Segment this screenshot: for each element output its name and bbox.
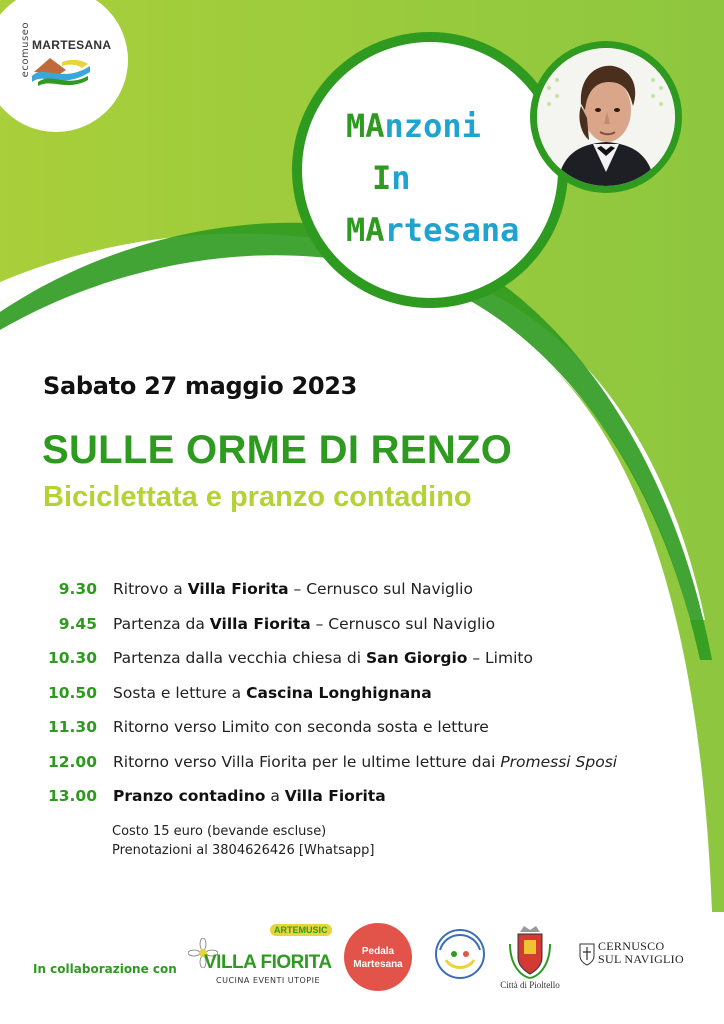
schedule-row [40,610,680,645]
pioltello-label: Città di Pioltello [500,980,560,990]
manzoni-portrait [537,48,675,186]
schedule-text-part: Partenza dalla vecchia chiesa di [113,649,366,667]
schedule-text-part: Cascina Longhignana [246,683,432,702]
pedala-line-1: Pedala [361,946,395,957]
schedule-time: 9.45 [58,614,97,633]
schedule-time: 10.50 [47,683,97,702]
manzoni-title [346,100,519,256]
schedule-text-part: Partenza da [113,614,210,633]
logo-wave-icon [32,54,90,88]
villa-name: VILLA FIORITA [204,952,332,973]
schedule-row [40,575,680,610]
schedule-text-part: Villa Fiorita [187,580,289,598]
pioltello-logo [492,924,568,994]
schedule-text-part: Pranzo contadino [113,787,266,805]
pioltello-crest-icon [492,924,568,980]
schedule-text-part: Sosta e letture a [113,683,247,702]
schedule-time: 11.30 [47,718,97,736]
event-main-title: SULLE ORME DI RENZO [42,428,513,472]
logo-vertical-text: ecomuseo [20,22,31,78]
schedule-text-part: Ritorno verso Limito con seconda sosta e letture [113,718,489,736]
event-date: Sabato 27 maggio 2023 [43,372,358,400]
schedule-description [113,753,617,771]
schedule-row [40,679,680,714]
ecomuseo-logo [0,0,128,128]
schedule-list [40,575,680,817]
cernusco-line-1: CERNUSCO [598,939,665,953]
cernusco-line-2: SUL NAVIGLIO [598,952,684,966]
villa-subtitle: CUCINA EVENTI UTOPIE [216,976,321,985]
schedule-text-part: Promessi Sposi [500,752,618,771]
schedule-description [113,615,495,633]
event-notes [112,822,374,860]
schedule-text-part: – Cernusco sul Naviglio [288,580,473,598]
schedule-text-part: Ritrovo a [113,580,188,598]
portrait-illustration-icon [537,48,675,186]
schedule-description [113,787,386,805]
schedule-text-part: Ritorno verso Villa Fiorita per le ultime letture dai [113,752,501,771]
schedule-row [40,748,680,783]
villa-badge: ARTEMUSIC [270,924,332,936]
schedule-description [113,718,489,736]
comitato-logo-icon [432,920,488,988]
event-subtitle: Biciclettata e pranzo contadino [43,481,472,513]
schedule-time: 12.00 [47,752,97,771]
villa-fiorita-logo [182,924,332,994]
schedule-text-part: – Limito [467,649,533,667]
schedule-time: 9.30 [58,580,97,598]
title-line-1: MAnzoni [346,107,481,145]
schedule-text-part: a [265,787,285,805]
schedule-time: 13.00 [47,787,97,805]
schedule-text-part: – Cernusco sul Naviglio [310,614,496,633]
schedule-description [113,649,533,667]
collaboration-label: In collaborazione con [33,962,177,976]
schedule-text-part: Villa Fiorita [284,787,386,805]
pedala-line-2: Martesana [353,959,403,970]
schedule-time: 10.30 [47,649,97,667]
logo-name: MARTESANA [32,38,112,52]
cernusco-crest-icon [578,942,596,966]
schedule-row [40,713,680,748]
pedala-martesana-logo [344,923,412,991]
schedule-description [113,580,473,598]
schedule-text-part: Villa Fiorita [209,614,311,633]
schedule-description [113,684,432,702]
booking-note: Prenotazioni al 3804626426 [Whatsapp] [112,843,375,858]
schedule-row [40,782,680,817]
schedule-text-part: San Giorgio [365,649,468,667]
title-line-2: In [372,159,411,197]
schedule-row [40,644,680,679]
cost-note: Costo 15 euro (bevande escluse) [112,824,327,839]
title-line-3: MArtesana [346,211,520,249]
cernusco-logo [576,934,692,974]
